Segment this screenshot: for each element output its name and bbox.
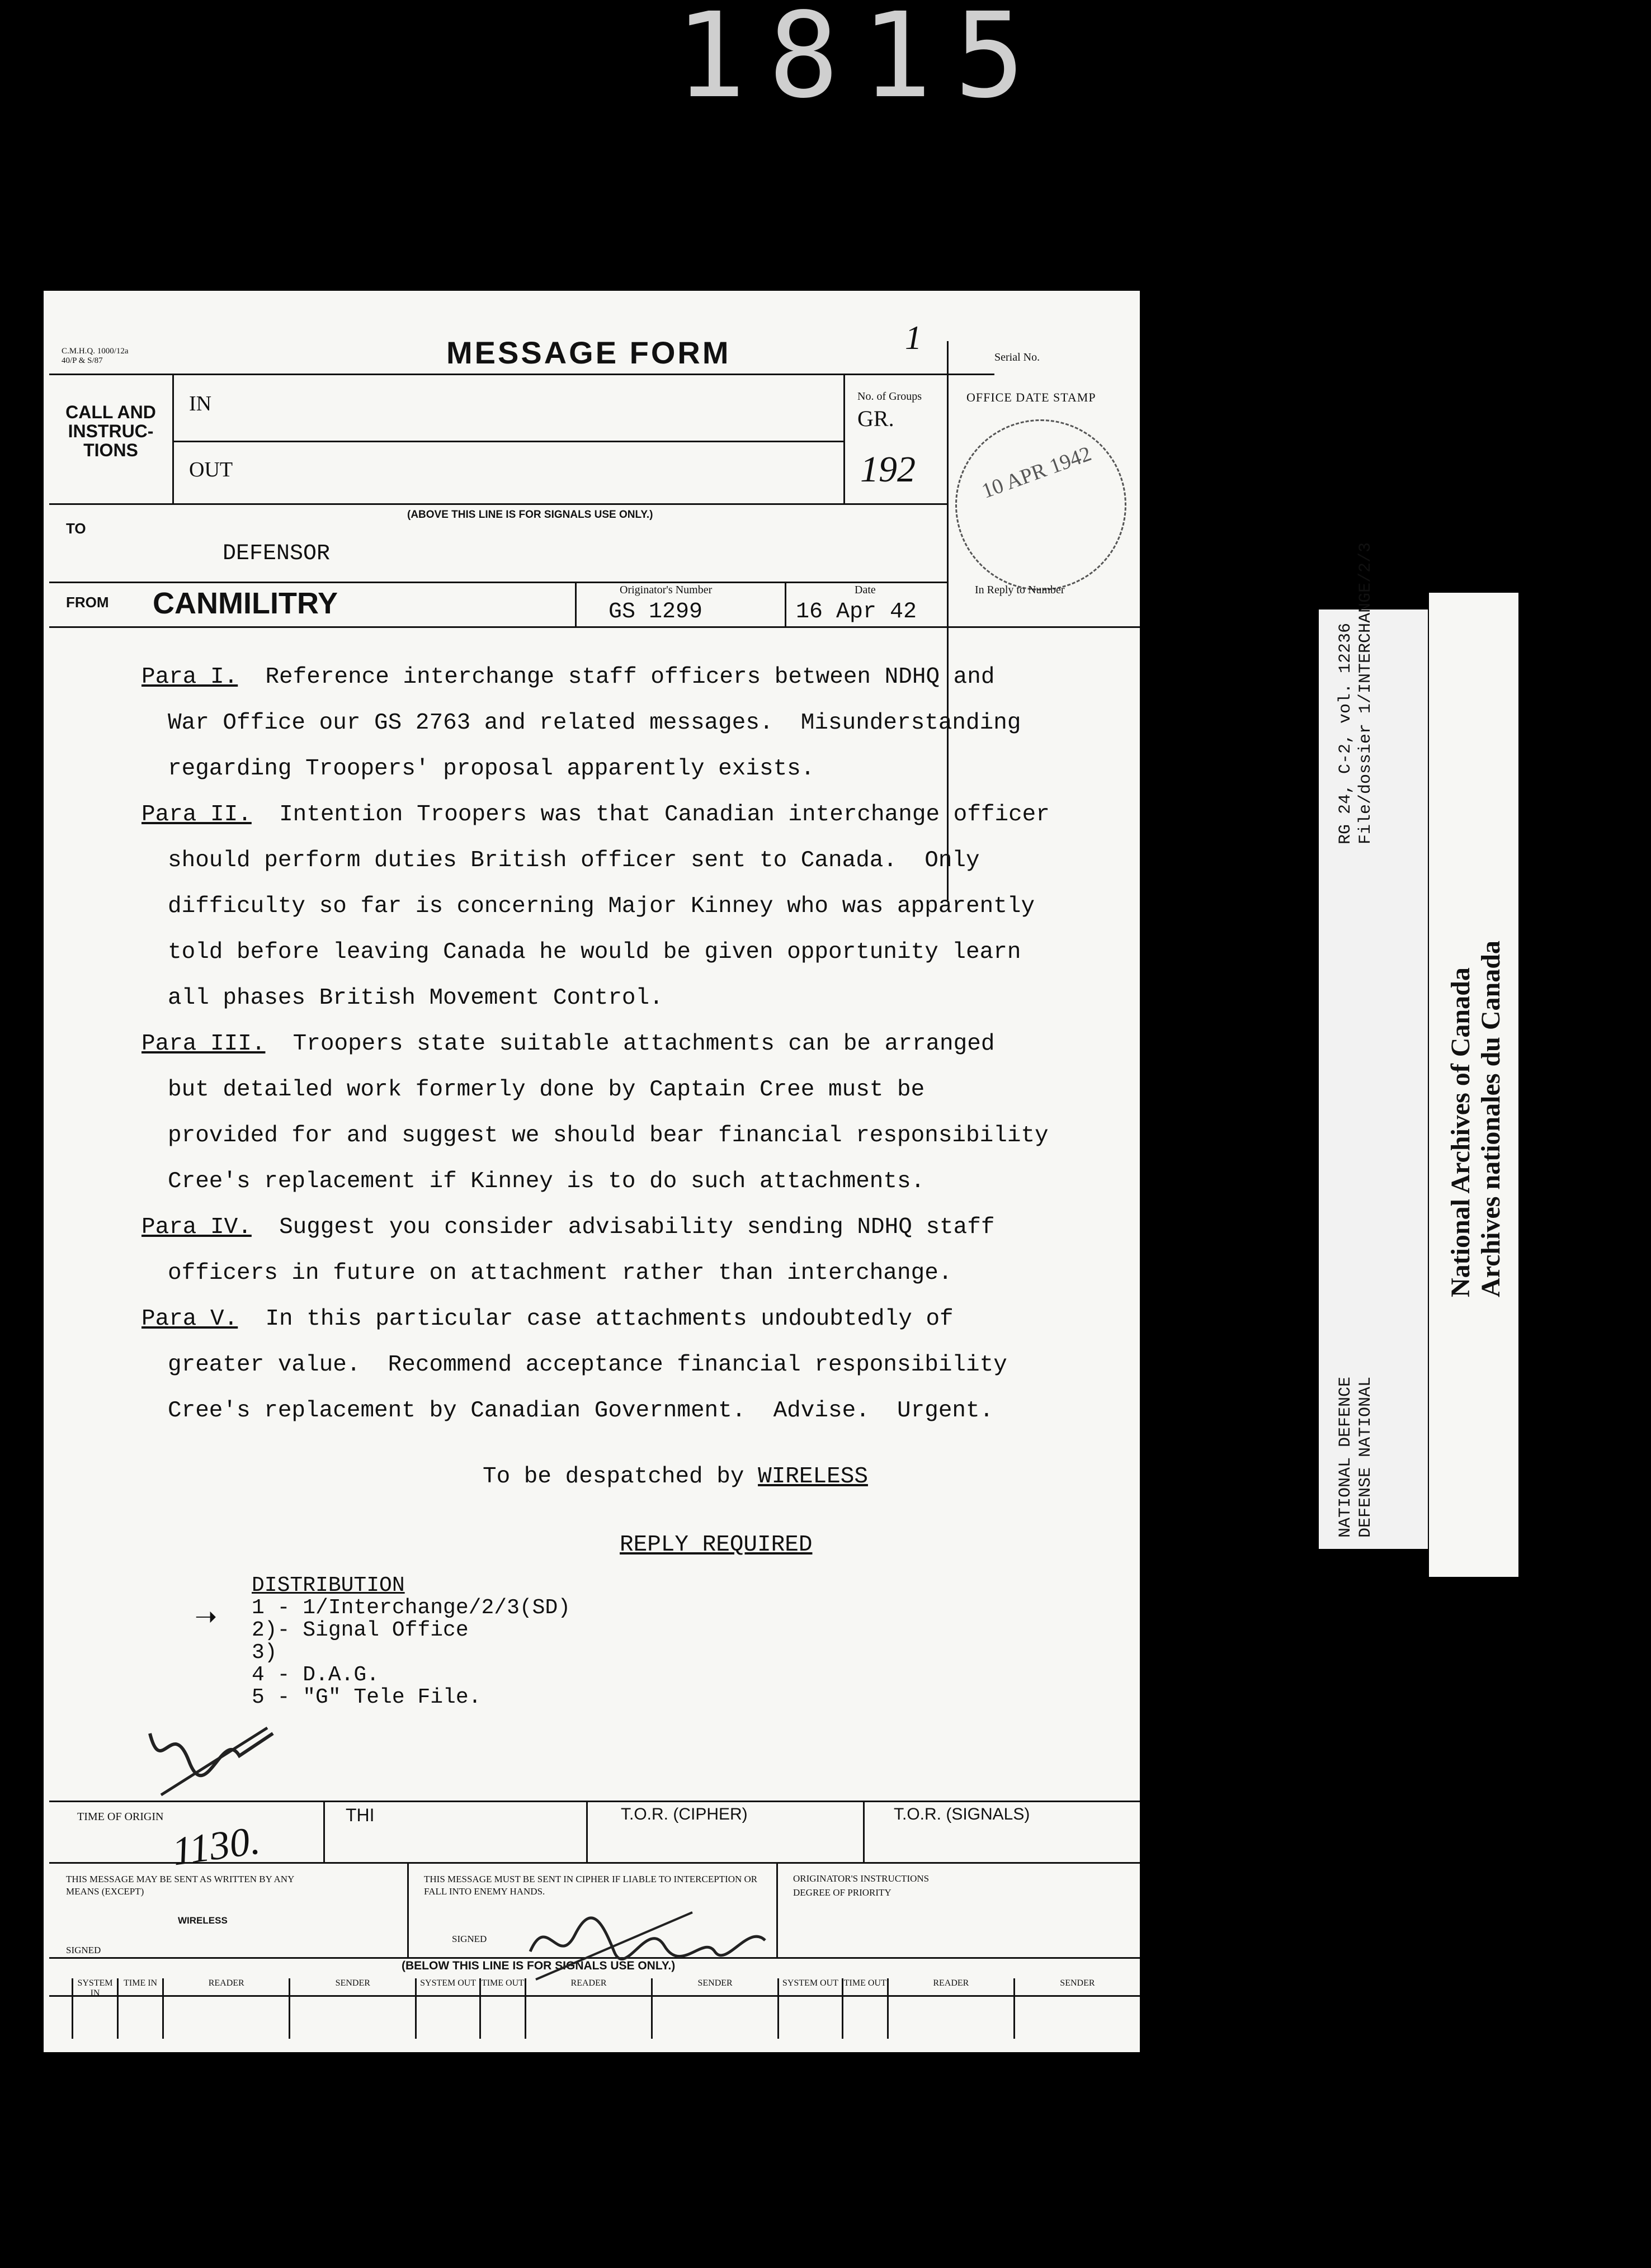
column-header: SYSTEM OUT [415,1978,479,2039]
priority-label: DEGREE OF PRIORITY [793,1887,891,1898]
column-header: SENDER [1013,1978,1140,2039]
line-text: Reference interchange staff officers between NDHQ and [265,664,995,690]
message-line: greater value. Recommend acceptance financial responsibility [168,1352,1007,1378]
distribution-item: 2)- Signal Office [252,1618,469,1642]
column-header: SYSTEM OUT [777,1978,842,2039]
despatch-prefix: To be despatched by [483,1464,744,1490]
message-line [141,1031,994,1057]
serial-label: Serial No. [994,351,1040,363]
despatch-line [483,1464,868,1490]
signals-note-bottom: (BELOW THIS LINE IS FOR SIGNALS USE ONLY.) [402,1959,676,1972]
message-line: should perform duties British officer sent to Canada. Only [168,848,980,873]
column-header: SENDER [289,1978,415,2039]
archive-reference [1336,542,1376,844]
reply-required: REPLY REQUIRED [620,1532,813,1558]
tor-signals-label: T.O.R. (SIGNALS) [894,1805,1030,1823]
form-code-line: C.M.H.Q. 1000/12a [62,347,129,356]
institution-line: Archives nationales du Canada [1476,941,1506,1297]
column-header: TIME OUT [842,1978,887,2039]
message-line [141,802,1050,828]
cipher-note: THIS MESSAGE MUST BE SENT IN CIPHER IF LIABLE TO INTERCEPTION OR FALL INTO ENEMY HANDS. [424,1874,758,1897]
message-line [141,664,994,690]
thi-label: THI [346,1805,375,1825]
to-label: TO [66,520,86,537]
signals-table-header [72,1978,1140,2039]
institution-line: National Archives of Canada [1446,967,1475,1297]
despatch-method: WIRELESS [758,1464,868,1490]
distribution-item: 1 - 1/Interchange/2/3(SD) [252,1596,571,1620]
out-label: OUT [189,458,233,481]
archive-reference-line: RG 24, C-2, vol. 12236 [1336,622,1355,844]
office-date-stamp-label: OFFICE DATE STAMP [966,390,1096,404]
line-text: Intention Troopers was that Canadian interchange officer [279,802,1050,828]
signed2-label: SIGNED [452,1934,487,1944]
time-value: 1130. [169,1817,263,1874]
line-text: Suggest you consider advisability sending NDHQ staff [279,1215,995,1240]
stamp-text: 10 APR 1942 [978,442,1095,503]
column-header: TIME OUT [479,1978,525,2039]
message-line [141,1215,994,1240]
time-of-origin-label: TIME OF ORIGIN [77,1811,164,1823]
may-be-sent-note: THIS MESSAGE MAY BE SENT AS WRITTEN BY ANY MEANS (EXCEPT) [66,1874,294,1897]
department-label [1336,1377,1376,1538]
message-line: War Office our GS 2763 and related messages. Misunderstanding [168,710,1021,736]
originators-number-value: GS 1299 [608,599,703,625]
message-line: difficulty so far is concerning Major Kinney who was apparently [168,894,1035,919]
date-value: 16 Apr 42 [796,599,917,625]
groups-label: No. of Groups [857,390,922,403]
reel-number: 1815 [675,0,1048,124]
para-label: Para V. [141,1306,238,1332]
department-line: DEFENSE NATIONAL [1356,1376,1375,1538]
message-line: officers in future on attachment rather than interchange. [168,1260,952,1286]
signals-note-top: (ABOVE THIS LINE IS FOR SIGNALS USE ONLY.) [407,509,653,521]
originators-number-label: Originator's Number [620,584,713,596]
form-code-line: 40/P & S/87 [62,356,103,365]
distribution-item: 3) [252,1641,277,1665]
message-line: told before leaving Canada he would be given opportunity learn [168,939,1021,965]
form-title: MESSAGE FORM [446,335,731,370]
wireless-option: WIRELESS [178,1915,228,1926]
tor-cipher-label: T.O.R. (CIPHER) [621,1805,748,1823]
para-label: Para III. [141,1031,266,1057]
para-label: Para I. [141,664,238,690]
from-value: CANMILITRY [153,587,338,620]
column-header: READER [162,1978,289,2039]
column-header: SENDER [651,1978,777,2039]
message-line: regarding Troopers' proposal apparently exists. [168,756,815,782]
handwritten-initials [139,1711,284,1801]
message-line: Cree's replacement if Kinney is to do such attachments. [168,1169,925,1194]
page-mark: 1 [905,319,922,356]
signed-label: SIGNED [66,1945,101,1955]
department-line: NATIONAL DEFENCE [1336,1376,1355,1538]
line-text: In this particular case attachments undoubtedly of [265,1306,954,1332]
arrow-icon: ➝ [195,1602,218,1632]
distribution-title: DISTRIBUTION [252,1574,405,1598]
para-label: Para II. [141,802,252,828]
archive-reference-strip [1319,542,1428,1549]
handwritten-signature [525,1901,771,1985]
column-header: TIME IN [117,1978,162,2039]
in-label: IN [189,392,212,415]
to-value: DEFENSOR [223,541,331,566]
archive-institution [1446,941,1506,1297]
reply-to-number-label: In Reply to Number [975,584,1065,596]
para-label: Para IV. [141,1215,252,1240]
distribution-item: 4 - D.A.G. [252,1663,380,1687]
originators-instructions-label: ORIGINATOR'S INSTRUCTIONS [793,1873,930,1884]
office-date-stamp [955,419,1126,590]
archive-institution-strip [1429,593,1518,1577]
message-form-sheet [44,291,1140,2052]
column-header: READER [525,1978,651,2039]
call-instructions-label: CALL AND INSTRUC- TIONS [65,402,156,460]
message-line: Cree's replacement by Canadian Government. Advise. Urgent. [168,1398,994,1424]
date-label: Date [855,584,876,596]
message-line: provided for and suggest we should bear financial responsibility [168,1123,1049,1149]
archive-reference-line: File/dossier 1/INTERCHANGE/2/3 [1356,542,1375,844]
groups-value: 192 [860,449,916,490]
form-code [62,347,129,366]
groups-prefix: GR. [857,406,894,431]
message-line [141,1306,954,1332]
message-line: all phases British Movement Control. [168,985,663,1011]
column-header: SYSTEM IN [72,1978,117,2039]
line-text: Troopers state suitable attachments can be arranged [293,1031,995,1057]
column-header: READER [887,1978,1013,2039]
distribution-item: 5 - "G" Tele File. [252,1685,482,1709]
message-line: but detailed work formerly done by Captain Cree must be [168,1077,925,1103]
from-label: FROM [66,594,109,611]
